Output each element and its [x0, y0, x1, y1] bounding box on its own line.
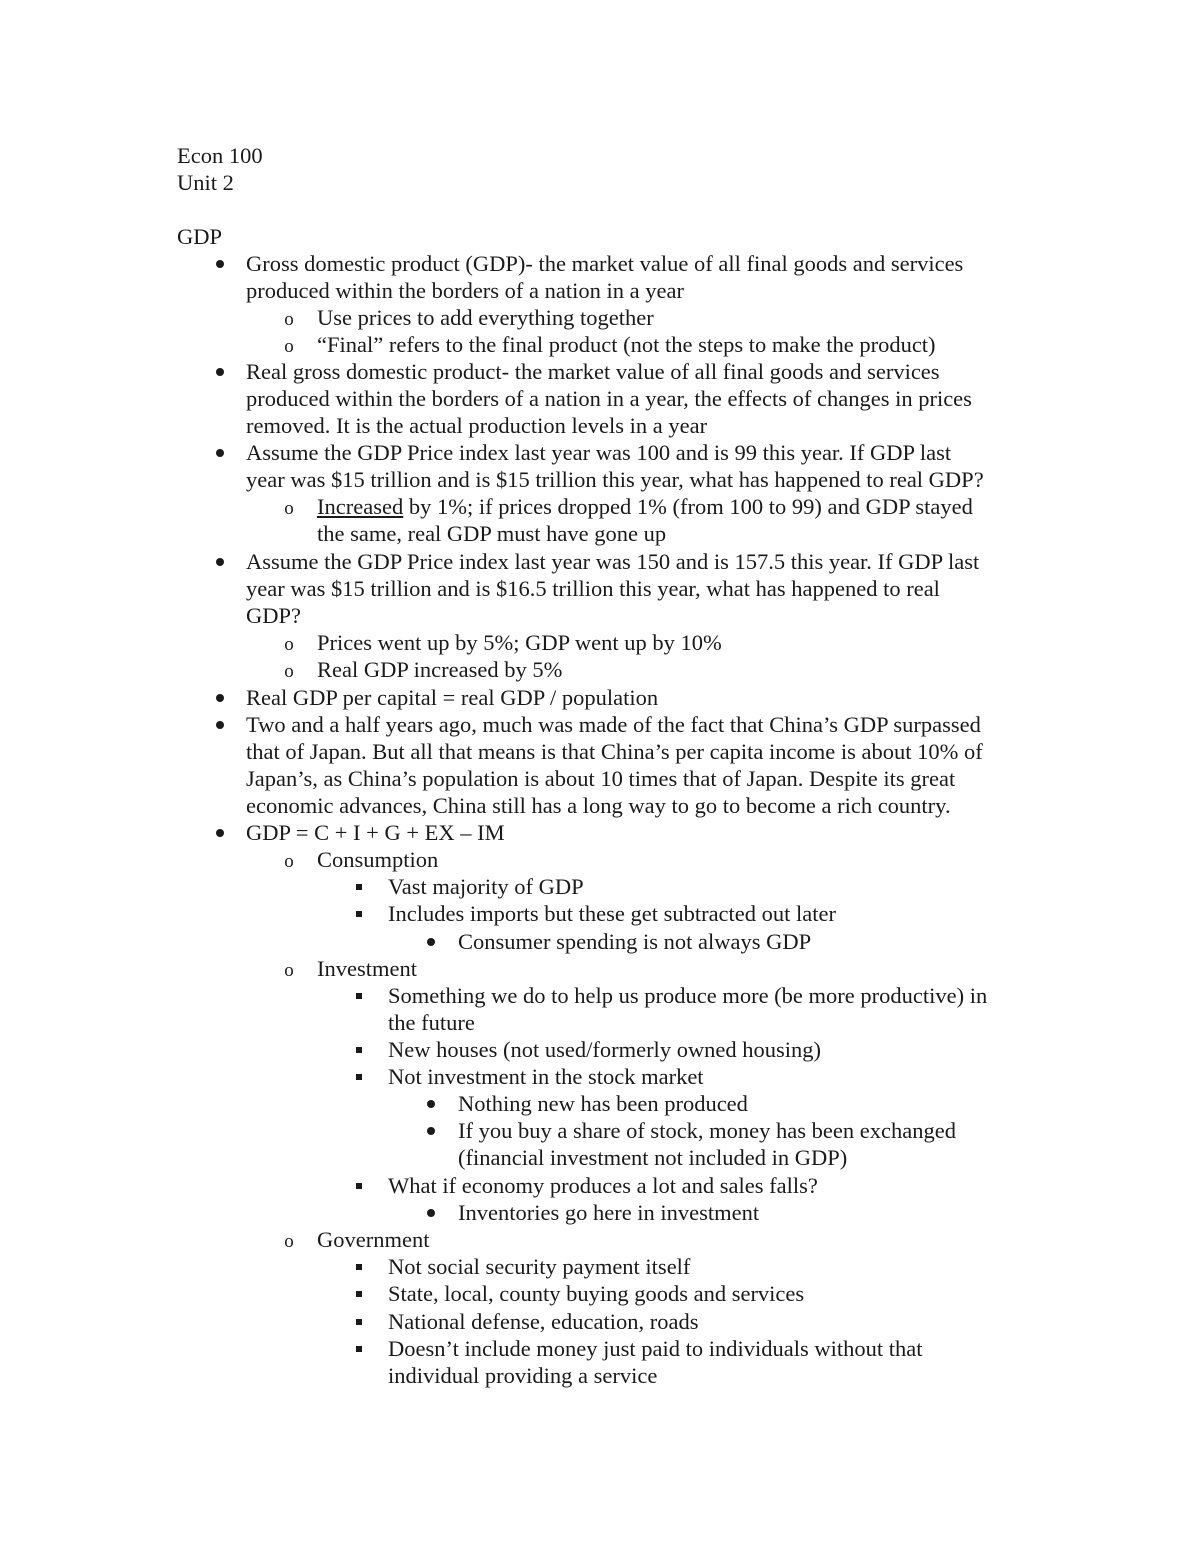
note-line: Two and a half years ago, much was made of the fact that China’s GDP surpassed: [246, 712, 981, 737]
underlined-word: Increased: [317, 494, 404, 519]
note-line: individual providing a service: [388, 1363, 658, 1388]
note-line: What if economy produces a lot and sales falls?: [388, 1173, 818, 1198]
bullet-dot-icon: [424, 1090, 438, 1117]
bullet-circle-icon: o: [284, 634, 294, 655]
bullet-dot-icon: [424, 1199, 438, 1226]
note-line: year was $15 trillion and is $16.5 trillion this year, what has happened to real: [246, 576, 940, 601]
note-line: Includes imports but these get subtracted out later: [388, 901, 837, 926]
note-line: If you buy a share of stock, money has been exchanged: [458, 1118, 956, 1143]
bullet-dot-icon: [213, 548, 227, 575]
note-line: removed. It is the actual production levels in a year: [246, 413, 708, 438]
note-line: National defense, education, roads: [388, 1309, 699, 1334]
bullet-square-icon: [352, 1308, 366, 1335]
bullet-square-icon: [352, 982, 366, 1009]
bullet-circle-icon: o: [284, 661, 294, 682]
note-line: Doesn’t include money just paid to individuals without that: [388, 1336, 923, 1361]
bullet-circle-icon: o: [284, 1231, 294, 1252]
note-line: “Final” refers to the final product (not the steps to make the product): [317, 332, 936, 357]
note-line: Consumer spending is not always GDP: [458, 929, 812, 954]
note-line: Not investment in the stock market: [388, 1064, 704, 1089]
bullet-dot-icon: [424, 1117, 438, 1144]
note-line: produced within the borders of a nation in a year: [246, 278, 684, 303]
note-line: the future: [388, 1010, 475, 1035]
note-line: economic advances, China still has a long way to go to become a rich country.: [246, 793, 951, 818]
bullet-square-icon: [352, 1172, 366, 1199]
note-line: GDP = C + I + G + EX – IM: [246, 820, 505, 845]
note-line: produced within the borders of a nation in a year, the effects of changes in prices: [246, 386, 972, 411]
note-line: New houses (not used/formerly owned housing): [388, 1037, 822, 1062]
note-line: Real GDP per capital = real GDP / population: [246, 685, 659, 710]
bullet-dot-icon: [213, 439, 227, 466]
note-line: Inventories go here in investment: [458, 1200, 760, 1225]
course-title: Econ 100: [177, 143, 263, 168]
note-line: Vast majority of GDP: [388, 874, 584, 899]
bullet-square-icon: [352, 1036, 366, 1063]
note-line: Government: [317, 1227, 430, 1252]
note-line: Something we do to help us produce more (be more productive) in: [388, 983, 988, 1008]
note-line: Use prices to add everything together: [317, 305, 654, 330]
bullet-circle-icon: o: [284, 498, 294, 519]
bullet-dot-icon: [213, 250, 227, 277]
note-line: State, local, county buying goods and services: [388, 1281, 805, 1306]
note-line: Investment: [317, 956, 417, 981]
note-line: Real gross domestic product- the market value of all final goods and services: [246, 359, 940, 384]
section-heading: GDP: [177, 224, 223, 249]
bullet-square-icon: [352, 900, 366, 927]
bullet-dot-icon: [424, 928, 438, 955]
note-line: Assume the GDP Price index last year was 100 and is 99 this year. If GDP last: [246, 440, 952, 465]
note-line: Nothing new has been produced: [458, 1091, 748, 1116]
bullet-square-icon: [352, 1280, 366, 1307]
note-line: (financial investment not included in GDP): [458, 1145, 848, 1170]
bullet-dot-icon: [213, 711, 227, 738]
bullet-circle-icon: o: [284, 851, 294, 872]
note-line: Consumption: [317, 847, 439, 872]
bullet-dot-icon: [213, 819, 227, 846]
note-line-text: by 1%; if prices dropped 1% (from 100 to 99) and GDP stayed: [403, 494, 973, 519]
bullet-dot-icon: [213, 684, 227, 711]
note-line: Assume the GDP Price index last year was 150 and is 157.5 this year. If GDP last: [246, 549, 980, 574]
unit-title: Unit 2: [177, 170, 234, 195]
bullet-square-icon: [352, 873, 366, 900]
note-line: Not social security payment itself: [388, 1254, 691, 1279]
bullet-circle-icon: o: [284, 336, 294, 357]
bullet-circle-icon: o: [284, 960, 294, 981]
note-line: GDP?: [246, 603, 301, 628]
bullet-square-icon: [352, 1063, 366, 1090]
bullet-circle-icon: o: [284, 309, 294, 330]
note-line: Real GDP increased by 5%: [317, 657, 563, 682]
bullet-square-icon: [352, 1335, 366, 1362]
bullet-square-icon: [352, 1253, 366, 1280]
note-line: [317, 493, 973, 520]
note-line: the same, real GDP must have gone up: [317, 521, 667, 546]
note-line: Prices went up by 5%; GDP went up by 10%: [317, 630, 722, 655]
note-line: that of Japan. But all that means is that China’s per capita income is about 10% of: [246, 739, 983, 764]
bullet-dot-icon: [213, 358, 227, 385]
note-line: Gross domestic product (GDP)- the market value of all final goods and services: [246, 251, 964, 276]
note-line: year was $15 trillion and is $15 trillion this year, what has happened to real GDP?: [246, 467, 984, 492]
note-line: Japan’s, as China’s population is about 10 times that of Japan. Despite its great: [246, 766, 956, 791]
